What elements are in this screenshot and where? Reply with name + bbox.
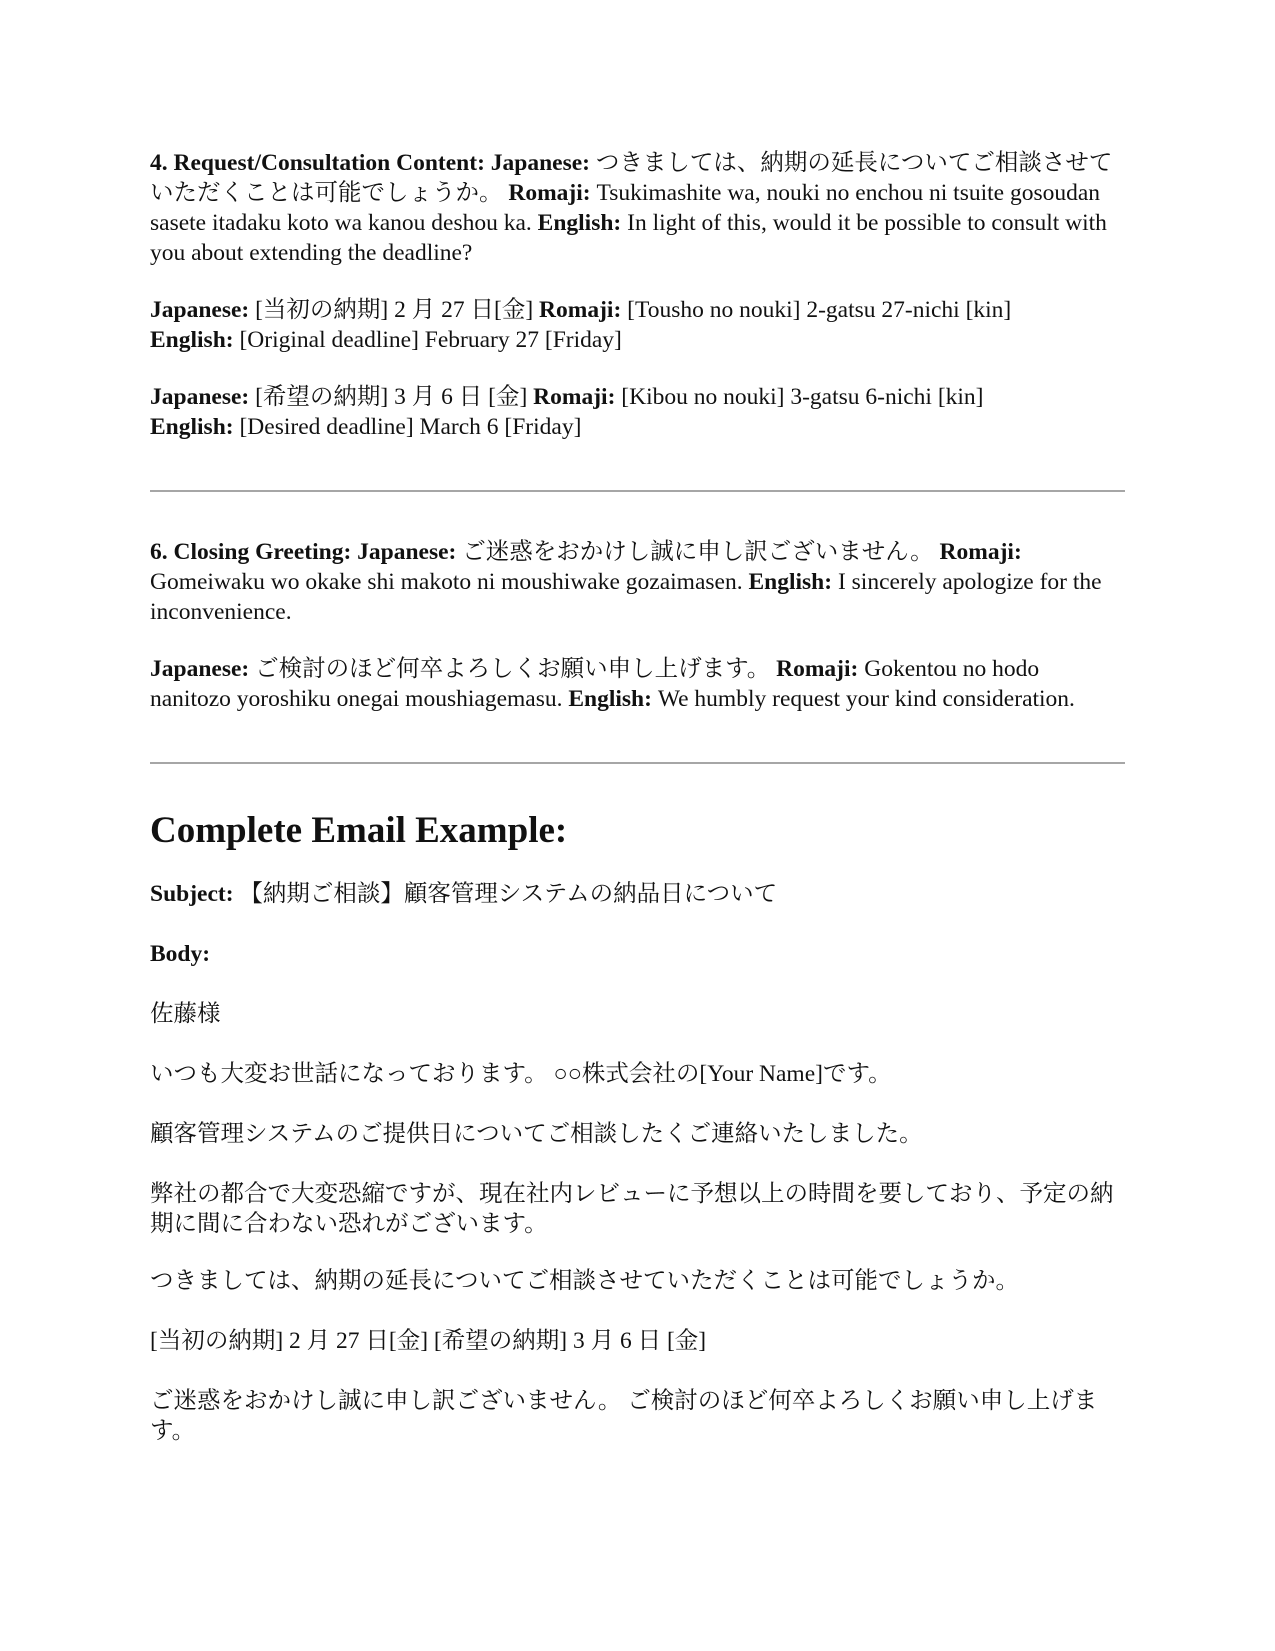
english-text: [Desired deadline] March 6 [Friday] xyxy=(239,414,582,440)
romaji-text: [Tousho no nouki] 2-gatsu 27-nichi [kin] xyxy=(627,297,1012,323)
japanese-text: [当初の納期] 2 月 27 日[金] xyxy=(255,297,540,323)
email-line: ご迷惑をおかけし誠に申し訳ございません。 ご検討のほど何卒よろしくお願い申し上げます。 xyxy=(150,1388,1098,1444)
romaji-label: Romaji: xyxy=(533,384,622,410)
email-body-label xyxy=(150,939,1125,969)
section-4-paragraph xyxy=(150,148,1125,268)
english-label: English: xyxy=(537,210,628,236)
email-line: 佐藤様 xyxy=(150,1001,221,1027)
english-text: We humbly request your kind consideration. xyxy=(657,686,1075,712)
romaji-text: Gokentou no hodo nanitozo yoroshiku onegai moushiagemasu. xyxy=(150,656,1040,712)
divider xyxy=(150,490,1125,492)
romaji-label: Romaji: xyxy=(776,656,865,682)
email-example xyxy=(150,879,1125,1446)
email-subject xyxy=(150,879,1125,909)
english-text: In light of this, would it be possible to consult with you about extending the deadline? xyxy=(150,210,1107,266)
english-label: English: xyxy=(748,569,838,595)
email-line: [当初の納期] 2 月 27 日[金] [希望の納期] 3 月 6 日 [金] xyxy=(150,1328,707,1354)
email-line: つきましては、納期の延長についてご相談させていただくことは可能でしょうか。 xyxy=(150,1268,1020,1294)
original-deadline-paragraph xyxy=(150,295,1125,355)
english-label: English: xyxy=(568,686,658,712)
body-label: Body: xyxy=(150,941,211,967)
romaji-label: Romaji: xyxy=(508,180,597,206)
section-heading: Complete Email Example: xyxy=(150,810,568,851)
japanese-text: つきましては、納期の延長についてご相談させていただくことは可能でしょうか。 xyxy=(150,150,1113,206)
english-text: I sincerely apologize for the inconvenience. xyxy=(150,569,1102,625)
english-label: English: xyxy=(150,327,240,353)
japanese-label: Japanese: xyxy=(150,384,256,410)
japanese-text: ご迷惑をおかけし誠に申し訳ございません。 xyxy=(462,539,940,565)
english-label: English: xyxy=(150,414,240,440)
romaji-text: Tsukimashite wa, nouki no enchou ni tsuite gosoudan sasete itadaku koto wa kanou deshou ka. xyxy=(150,180,1101,236)
consideration-paragraph xyxy=(150,654,1125,714)
romaji-label: Romaji: xyxy=(939,539,1022,565)
japanese-label: Japanese: xyxy=(490,150,596,176)
japanese-label: Japanese: xyxy=(150,656,256,682)
japanese-label: Japanese: xyxy=(357,539,463,565)
email-line: 顧客管理システムのご提供日についてご相談したくご連絡いたしました。 xyxy=(150,1121,923,1147)
japanese-text: ご検討のほど何卒よろしくお願い申し上げます。 xyxy=(255,656,777,682)
subject-text: 【納期ご相談】顧客管理システムの納品日について xyxy=(239,881,778,907)
email-line: 弊社の都合で大変恐縮ですが、現在社内レビューに予想以上の時間を要しており、予定の納期に間に合わない恐れがございます。 xyxy=(150,1181,1114,1237)
romaji-text: [Kibou no nouki] 3-gatsu 6-nichi [kin] xyxy=(621,384,984,410)
romaji-label: Romaji: xyxy=(539,297,628,323)
desired-deadline-paragraph xyxy=(150,382,1125,442)
japanese-text: [希望の納期] 3 月 6 日 [金] xyxy=(255,384,534,410)
english-text: [Original deadline] February 27 [Friday] xyxy=(239,327,622,353)
japanese-label: Japanese: xyxy=(150,297,256,323)
subject-label: Subject: xyxy=(150,881,240,907)
email-line: いつも大変お世話になっております。 ○○株式会社の[Your Name]です。 xyxy=(150,1061,892,1087)
section-6-paragraph xyxy=(150,537,1125,627)
section-4-label: 4. Request/Consultation Content: xyxy=(150,150,491,176)
section-6-label: 6. Closing Greeting: xyxy=(150,539,358,565)
divider xyxy=(150,762,1125,764)
romaji-text: Gomeiwaku wo okake shi makoto ni moushiwake gozaimasen. xyxy=(150,569,749,595)
